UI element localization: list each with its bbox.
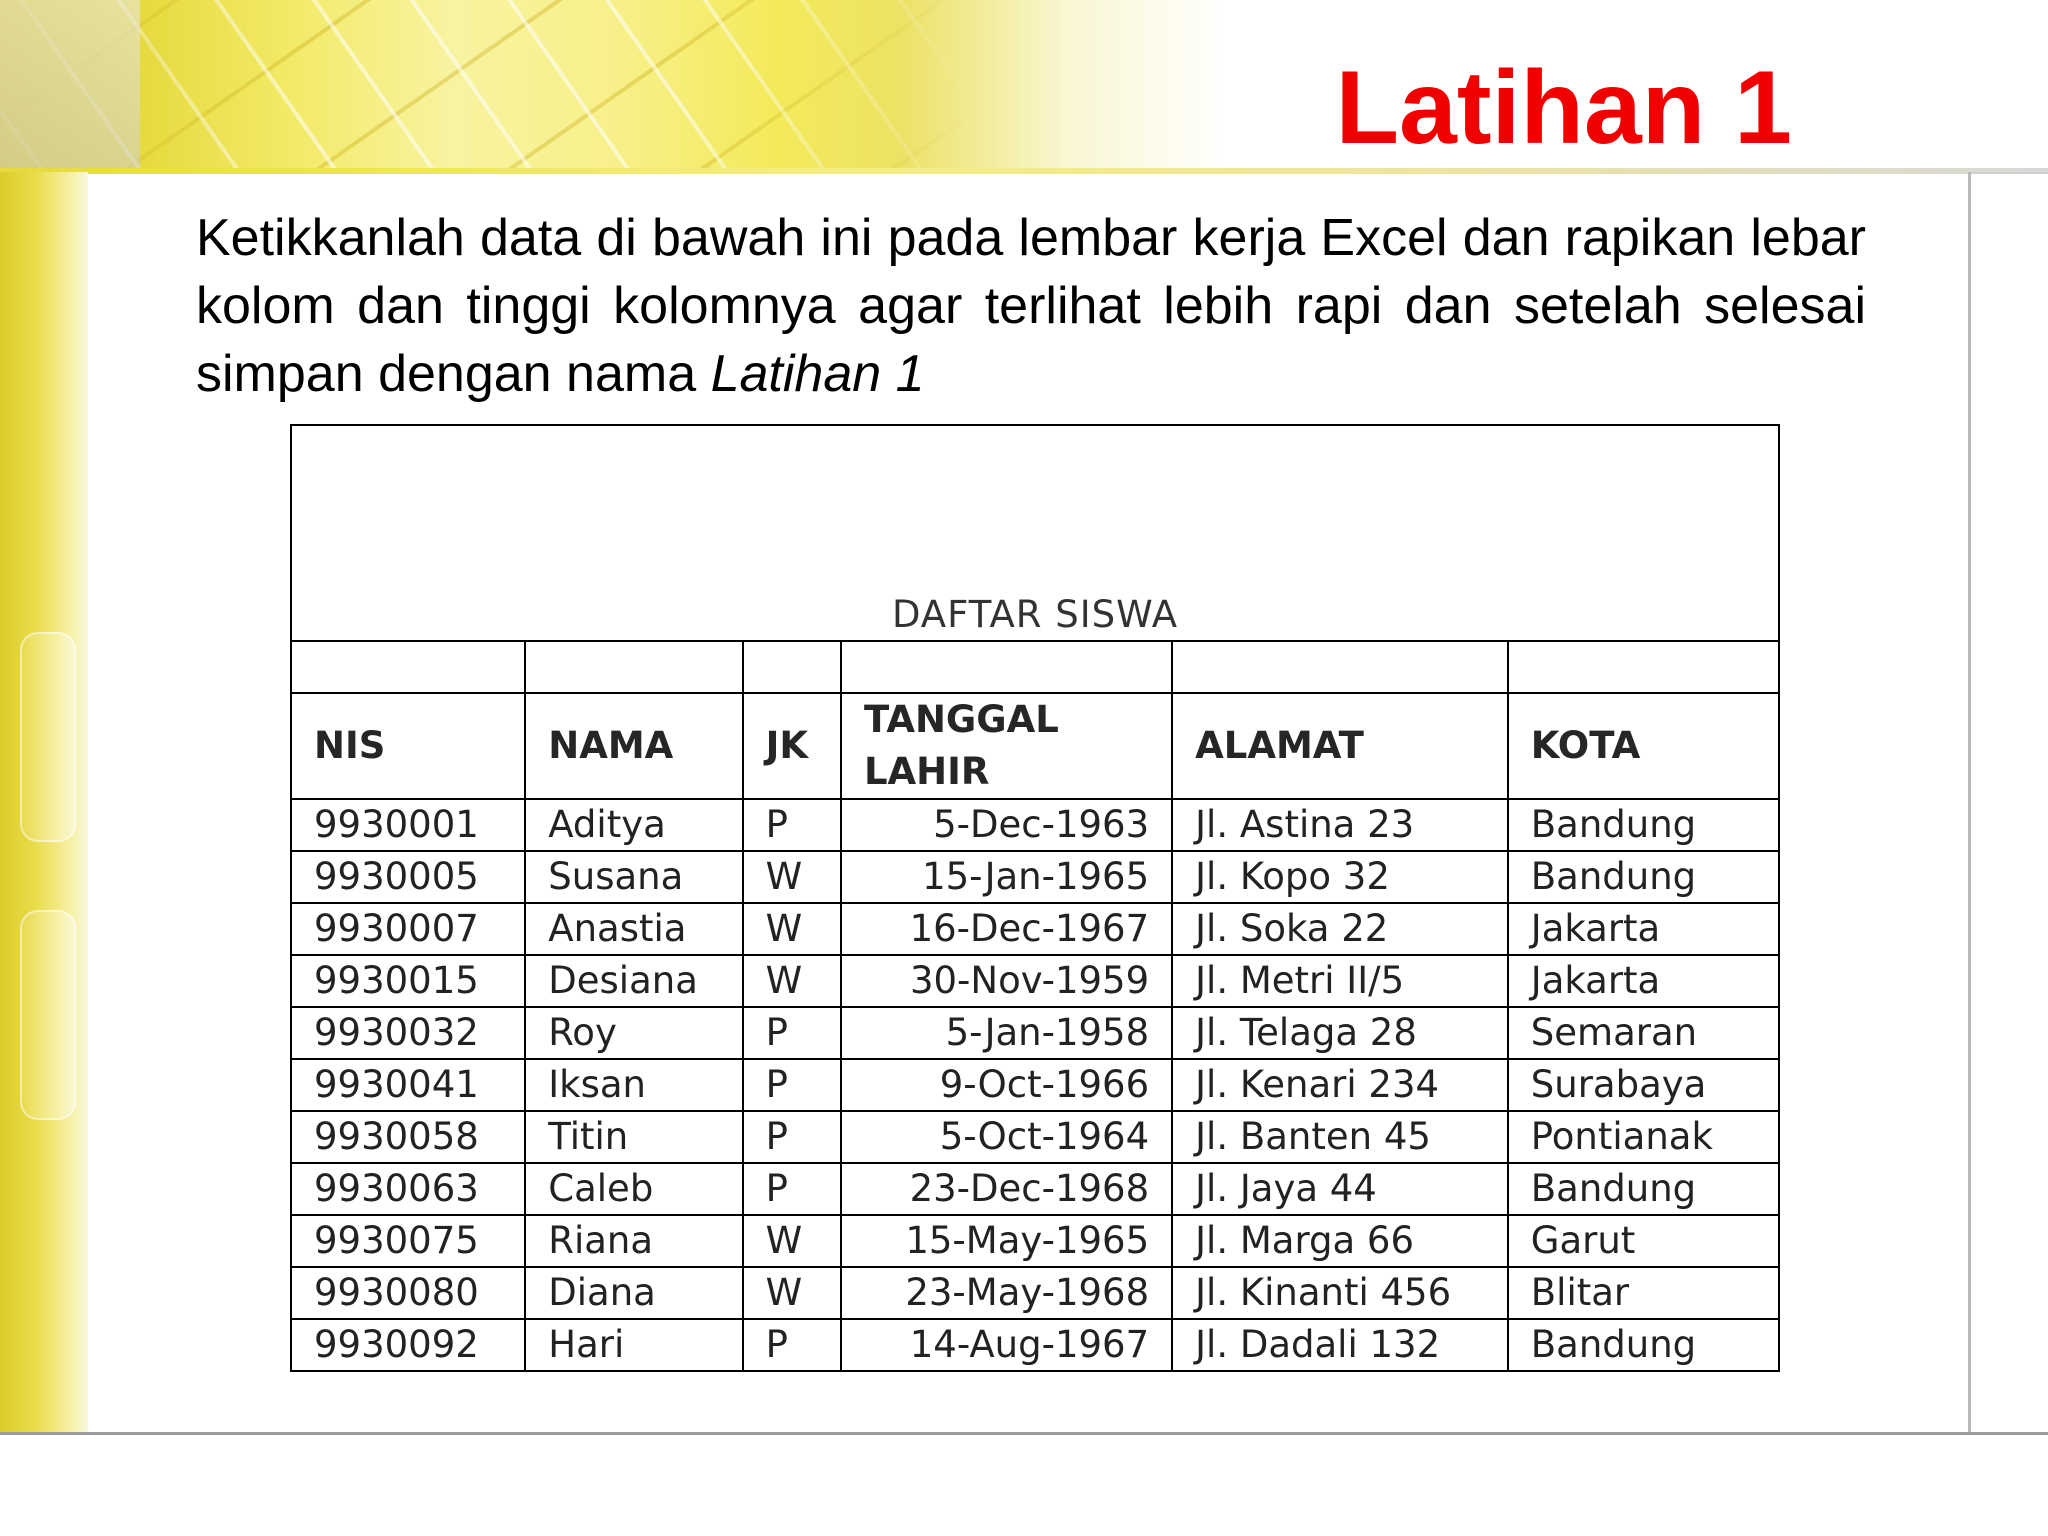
cell-jk: P: [743, 1163, 841, 1215]
cell-nis: 9930007: [291, 903, 525, 955]
cell-alamat: Jl. Kopo 32: [1172, 851, 1508, 903]
header-nama: NAMA: [525, 693, 742, 799]
cell-nis: 9930092: [291, 1319, 525, 1371]
table-row: [291, 1007, 1779, 1059]
cell-nama: Roy: [525, 1007, 742, 1059]
student-table: [290, 424, 1780, 1372]
cell-kota: Jakarta: [1508, 903, 1779, 955]
cell-nama: Titin: [525, 1111, 742, 1163]
table-caption: DAFTAR SISWA: [291, 425, 1779, 641]
table-row: [291, 1215, 1779, 1267]
cell-tanggal-lahir: 23-Dec-1968: [841, 1163, 1172, 1215]
header-nis: NIS: [291, 693, 525, 799]
cell-tanggal-lahir: 14-Aug-1967: [841, 1319, 1172, 1371]
cell-alamat: Jl. Astina 23: [1172, 799, 1508, 851]
cell-nis: 9930041: [291, 1059, 525, 1111]
table-row: [291, 1163, 1779, 1215]
left-band-ornament: [20, 910, 76, 1120]
slide-title: Latihan 1: [1335, 50, 1792, 166]
table-blank-row: [291, 641, 1779, 693]
cell-nama: Riana: [525, 1215, 742, 1267]
cell-kota: Blitar: [1508, 1267, 1779, 1319]
cell-kota: Jakarta: [1508, 955, 1779, 1007]
cell-kota: Semaran: [1508, 1007, 1779, 1059]
cell-tanggal-lahir: 15-Jan-1965: [841, 851, 1172, 903]
right-divider: [1968, 172, 1971, 1434]
cell-alamat: Jl. Dadali 132: [1172, 1319, 1508, 1371]
cell-nama: Caleb: [525, 1163, 742, 1215]
cell-tanggal-lahir: 30-Nov-1959: [841, 955, 1172, 1007]
header-tanggal-lahir: [841, 693, 1172, 799]
instruction-text: [196, 204, 1866, 408]
cell-jk: W: [743, 903, 841, 955]
cell-alamat: Jl. Kinanti 456: [1172, 1267, 1508, 1319]
cell-jk: W: [743, 1267, 841, 1319]
cell-nama: Iksan: [525, 1059, 742, 1111]
cell-tanggal-lahir: 16-Dec-1967: [841, 903, 1172, 955]
cell-kota: Bandung: [1508, 851, 1779, 903]
bottom-divider: [0, 1432, 2048, 1435]
cell-kota: Garut: [1508, 1215, 1779, 1267]
cell-jk: P: [743, 1319, 841, 1371]
cell-alamat: Jl. Banten 45: [1172, 1111, 1508, 1163]
cell-nis: 9930032: [291, 1007, 525, 1059]
cell-alamat: Jl. Telaga 28: [1172, 1007, 1508, 1059]
right-divider-cap: [1971, 172, 2048, 174]
cell-tanggal-lahir: 5-Dec-1963: [841, 799, 1172, 851]
cell-tanggal-lahir: 9-Oct-1966: [841, 1059, 1172, 1111]
cell-tanggal-lahir: 15-May-1965: [841, 1215, 1172, 1267]
table-cell: [1508, 641, 1779, 693]
cell-alamat: Jl. Kenari 234: [1172, 1059, 1508, 1111]
cell-nama: Diana: [525, 1267, 742, 1319]
table-row: [291, 1111, 1779, 1163]
cell-alamat: Jl. Metri II/5: [1172, 955, 1508, 1007]
cell-tanggal-lahir: 5-Oct-1964: [841, 1111, 1172, 1163]
table-cell: [291, 641, 525, 693]
instruction-filename: Latihan 1: [710, 345, 925, 403]
cell-alamat: Jl. Marga 66: [1172, 1215, 1508, 1267]
cell-jk: P: [743, 1007, 841, 1059]
cell-nis: 9930080: [291, 1267, 525, 1319]
cell-nama: Hari: [525, 1319, 742, 1371]
cell-nama: Aditya: [525, 799, 742, 851]
header-jk: JK: [743, 693, 841, 799]
header-kota: KOTA: [1508, 693, 1779, 799]
cell-nis: 9930001: [291, 799, 525, 851]
table-cell: [1172, 641, 1508, 693]
cell-kota: Bandung: [1508, 1163, 1779, 1215]
cell-kota: Pontianak: [1508, 1111, 1779, 1163]
cell-jk: P: [743, 1059, 841, 1111]
cell-kota: Bandung: [1508, 799, 1779, 851]
cell-nis: 9930015: [291, 955, 525, 1007]
cell-jk: W: [743, 1215, 841, 1267]
cell-nis: 9930063: [291, 1163, 525, 1215]
cell-kota: Bandung: [1508, 1319, 1779, 1371]
table-cell: [743, 641, 841, 693]
cell-nis: 9930075: [291, 1215, 525, 1267]
table-cell: [525, 641, 742, 693]
header-tanggal-line1: TANGGAL: [863, 698, 1059, 741]
left-band-ornament: [20, 632, 76, 842]
table-row: [291, 903, 1779, 955]
cell-alamat: Jl. Jaya 44: [1172, 1163, 1508, 1215]
cell-nis: 9930005: [291, 851, 525, 903]
table-cell: [841, 641, 1172, 693]
header-alamat: ALAMAT: [1172, 693, 1508, 799]
cell-kota: Surabaya: [1508, 1059, 1779, 1111]
table-row: [291, 955, 1779, 1007]
cell-nama: Susana: [525, 851, 742, 903]
cell-jk: P: [743, 1111, 841, 1163]
cell-jk: W: [743, 851, 841, 903]
table-row: [291, 1319, 1779, 1371]
left-decorative-band: [0, 172, 88, 1434]
table-header-row: [291, 693, 1779, 799]
cell-jk: P: [743, 799, 841, 851]
table-row: [291, 851, 1779, 903]
table-row: [291, 799, 1779, 851]
header-tanggal-line2: LAHIR: [863, 750, 990, 793]
cell-nama: Desiana: [525, 955, 742, 1007]
cell-tanggal-lahir: 5-Jan-1958: [841, 1007, 1172, 1059]
cell-nama: Anastia: [525, 903, 742, 955]
cell-tanggal-lahir: 23-May-1968: [841, 1267, 1172, 1319]
table-row: [291, 1267, 1779, 1319]
cell-alamat: Jl. Soka 22: [1172, 903, 1508, 955]
instruction-main: Ketikkanlah data di bawah ini pada lembar kerja Excel dan rapikan lebar kolom dan tinggi kolomnya agar terlihat lebih rapi dan setelah selesai simpan dengan nama: [196, 209, 1866, 403]
cell-nis: 9930058: [291, 1111, 525, 1163]
table-title-row: [291, 425, 1779, 641]
cell-jk: W: [743, 955, 841, 1007]
table-row: [291, 1059, 1779, 1111]
